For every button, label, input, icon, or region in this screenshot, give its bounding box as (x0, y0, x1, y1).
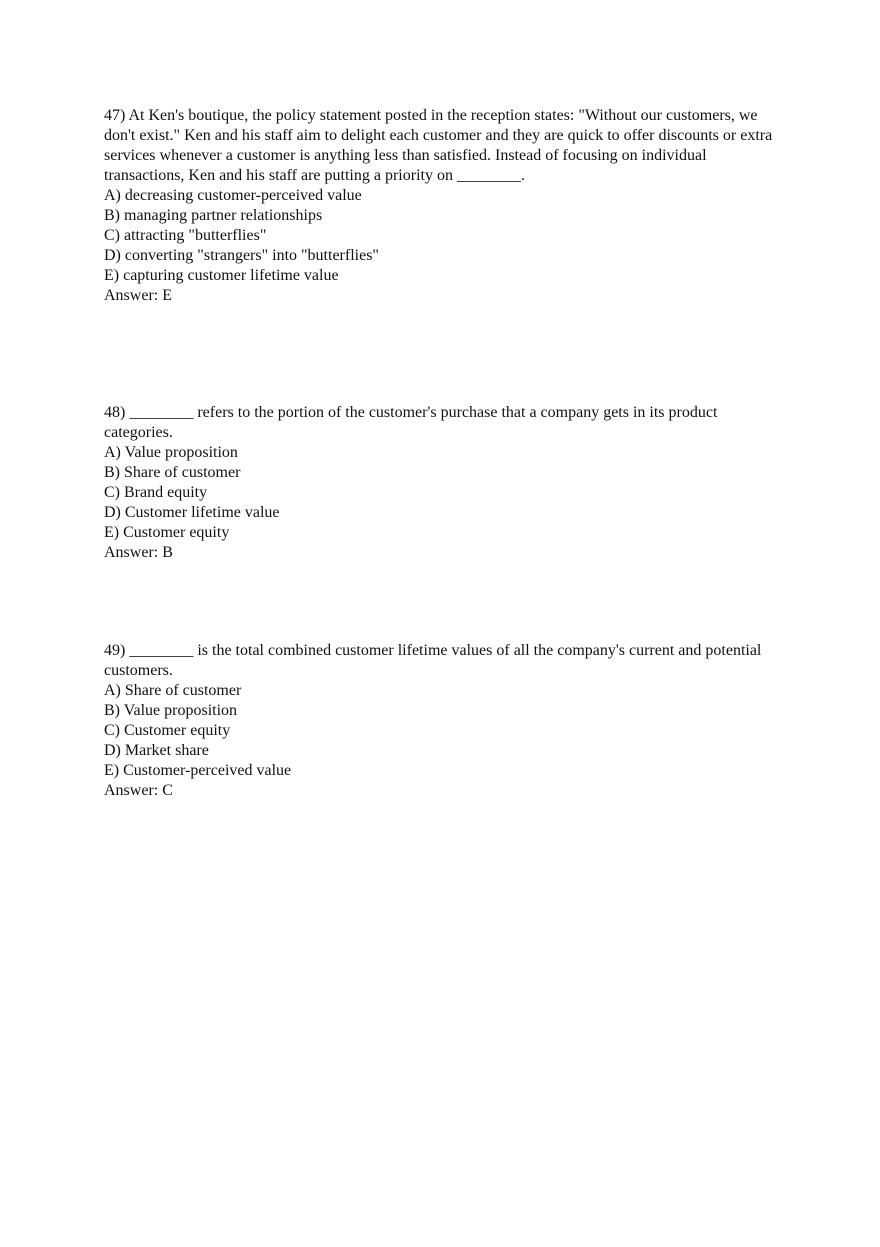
answer-key: Answer: C (104, 782, 173, 799)
question-stem: 49) ________ is the total combined customer lifetime values of all the company's current and potential customers. (104, 642, 762, 679)
option-c: C) Customer equity (104, 722, 231, 739)
option-a: A) Share of customer (104, 682, 242, 699)
option-d: D) converting "strangers" into "butterflies" (104, 247, 379, 264)
option-c: C) Brand equity (104, 484, 208, 501)
answer-key: Answer: B (104, 544, 173, 561)
option-e: E) Customer-perceived value (104, 762, 292, 779)
question-stem: 48) ________ refers to the portion of the customer's purchase that a company gets in its product categories. (104, 404, 718, 441)
option-a: A) decreasing customer-perceived value (104, 187, 362, 204)
answer-options (104, 681, 784, 781)
option-b: B) Value proposition (104, 702, 238, 719)
answer-options (104, 443, 784, 543)
option-e: E) capturing customer lifetime value (104, 267, 339, 284)
option-c: C) attracting "butterflies" (104, 227, 267, 244)
question-stem: 47) At Ken's boutique, the policy statement posted in the reception states: "Without our customers, we don't exist." Ken and his staff aim to delight each customer and they are quick to offer discounts or extra services whenever a customer is anything less than satisfied. Instead of focusing on individual transactions, Ken and his staff are putting a priority on ________. (104, 107, 773, 184)
question-49 (104, 641, 784, 801)
option-b: B) managing partner relationships (104, 207, 323, 224)
option-a: A) Value proposition (104, 444, 238, 461)
option-d: D) Customer lifetime value (104, 504, 280, 521)
option-b: B) Share of customer (104, 464, 241, 481)
option-d: D) Market share (104, 742, 209, 759)
question-47 (104, 106, 784, 306)
question-48 (104, 403, 784, 563)
answer-key: Answer: E (104, 287, 172, 304)
option-e: E) Customer equity (104, 524, 230, 541)
answer-options (104, 186, 784, 286)
